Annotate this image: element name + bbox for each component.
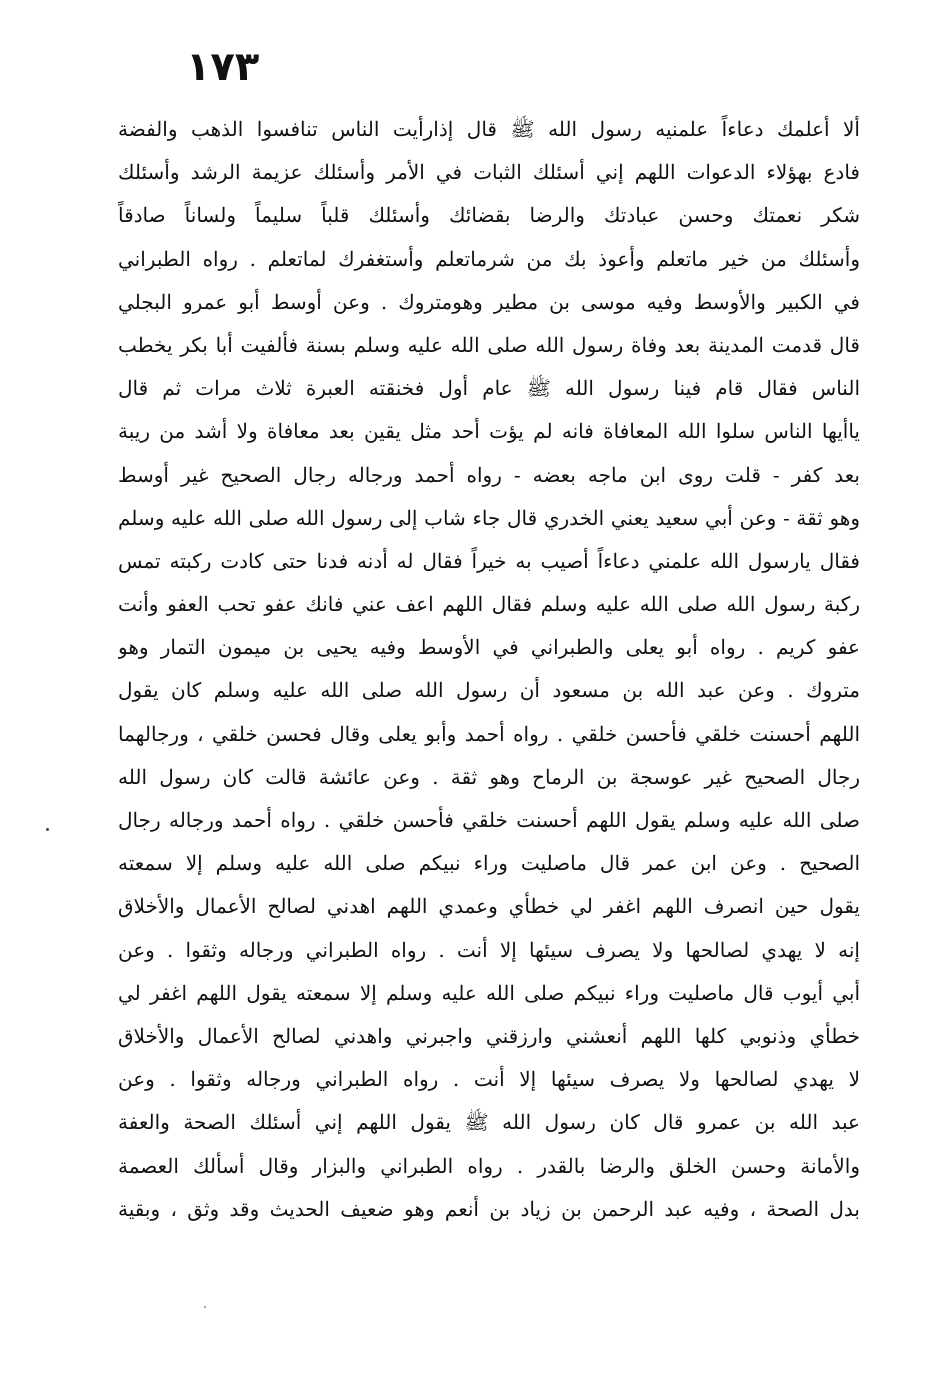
scan-speck — [46, 828, 49, 831]
text-line: بعد كفر - قلت روى ابن ماجه بعضه - رواه أحمد ورجاله رجال الصحيح غير أوسط — [118, 462, 860, 487]
text-line: في الكبير والأوسط وفيه موسى بن مطير وهومتروك . وعن أوسط أبو عمرو البجلي — [118, 289, 860, 314]
scan-speck — [204, 1306, 206, 1308]
text-line: الصحيح . وعن ابن عمر قال ماصليت وراء نبيكم صلى الله عليه وسلم إلا سمعته — [118, 851, 860, 876]
text-line: اللهم أحسنت خلقي فأحسن خلقي . رواه أحمد وأبو يعلى وقال فحسن خلقي ، ورجالهما — [118, 721, 860, 746]
text-line: عفو كريم . رواه أبو يعلى والطبراني في الأوسط وفيه يحيى بن ميمون التمار وهو — [118, 635, 860, 660]
text-line: وأسئلك من خير ماتعلم وأعوذ بك من شرماتعلم وأستغفرك لماتعلم . رواه الطبراني — [118, 246, 860, 271]
text-line: أبي أيوب قال ماصليت وراء نبيكم صلى الله عليه وسلم إلا سمعته يقول اللهم اغفر لي — [118, 980, 860, 1005]
text-line: متروك . وعن عبد الله بن مسعود أن رسول الله صلى الله عليه وسلم كان يقول — [118, 678, 860, 703]
page-number: ١٧٣ — [186, 44, 260, 90]
text-line: فقال يارسول الله علمني دعاءاً أصيب به خيراً فقال له أدنه فدنا حتى كادت ركبته تمس — [118, 548, 860, 573]
text-line: رجال الصحيح غير عوسجة بن الرماح وهو ثقة . وعن عائشة قالت كان رسول الله — [118, 764, 860, 789]
text-line: قال قدمت المدينة بعد وفاة رسول الله صلى الله عليه وسلم بسنة فألفيت أبا بكر يخطب — [118, 332, 860, 357]
text-line: عبد الله بن عمرو قال كان رسول الله ﷺ يقول اللهم إني أسئلك الصحة والعفة — [118, 1110, 860, 1135]
text-line: فادع بهؤلاء الدعوات اللهم إني أسئلك الثبات في الأمر وأسئلك عزيمة الرشد وأسئلك — [118, 160, 860, 185]
text-line: إنه لا يهدي لصالحها ولا يصرف سيئها إلا أنت . رواه الطبراني ورجاله وثقوا . وعن — [118, 937, 860, 962]
text-line: شكر نعمتك وحسن عبادتك والرضا بقضائك وأسئلك قلباً سليماً ولساناً صادقاً — [118, 203, 860, 228]
text-line: وهو ثقة - وعن أبي سعيد يعني الخدري قال جاء شاب إلى رسول الله صلى الله عليه وسلم — [118, 505, 860, 530]
text-line: ركبة رسول الله صلى الله عليه وسلم فقال اللهم اعف عني فانك عفو تحب العفو وأنت — [118, 592, 860, 617]
text-line: خطأي وذنوبي كلها اللهم أنعشني وارزقني واجبرني واهدني لصالح الأعمال والأخلاق — [118, 1023, 860, 1048]
body-text — [118, 108, 860, 1231]
text-line: ياأيها الناس سلوا الله المعافاة فانه لم يؤت أحد مثل يقين بعد معافاة ولا أشد من ريبة — [118, 419, 860, 444]
text-line: والأمانة وحسن الخلق والرضا بالقدر . رواه الطبراني والبزار وقال أسألك العصمة — [118, 1153, 860, 1178]
text-line: بدل الصحة ، وفيه عبد الرحمن بن زياد بن أنعم وهو ضعيف الحديث وقد وثق ، وبقية — [118, 1196, 860, 1221]
text-line: الناس فقال قام فينا رسول الله ﷺ عام أول فخنقته العبرة ثلاث مرات ثم قال — [118, 376, 860, 401]
text-line: لا يهدي لصالحها ولا يصرف سيئها إلا أنت . رواه الطبراني ورجاله وثقوا . وعن — [118, 1067, 860, 1092]
text-line: صلى الله عليه وسلم يقول اللهم أحسنت خلقي فأحسن خلقي . رواه أحمد ورجاله رجال — [118, 808, 860, 832]
text-line: ألا أعلمك دعاءاً علمنيه رسول الله ﷺ قال إذارأيت الناس تنافسوا الذهب والفضة — [118, 117, 860, 141]
text-line: يقول حين انصرف اللهم اغفر لي خطأي وعمدي اللهم اهدني لصالح الأعمال والأخلاق — [118, 894, 860, 919]
